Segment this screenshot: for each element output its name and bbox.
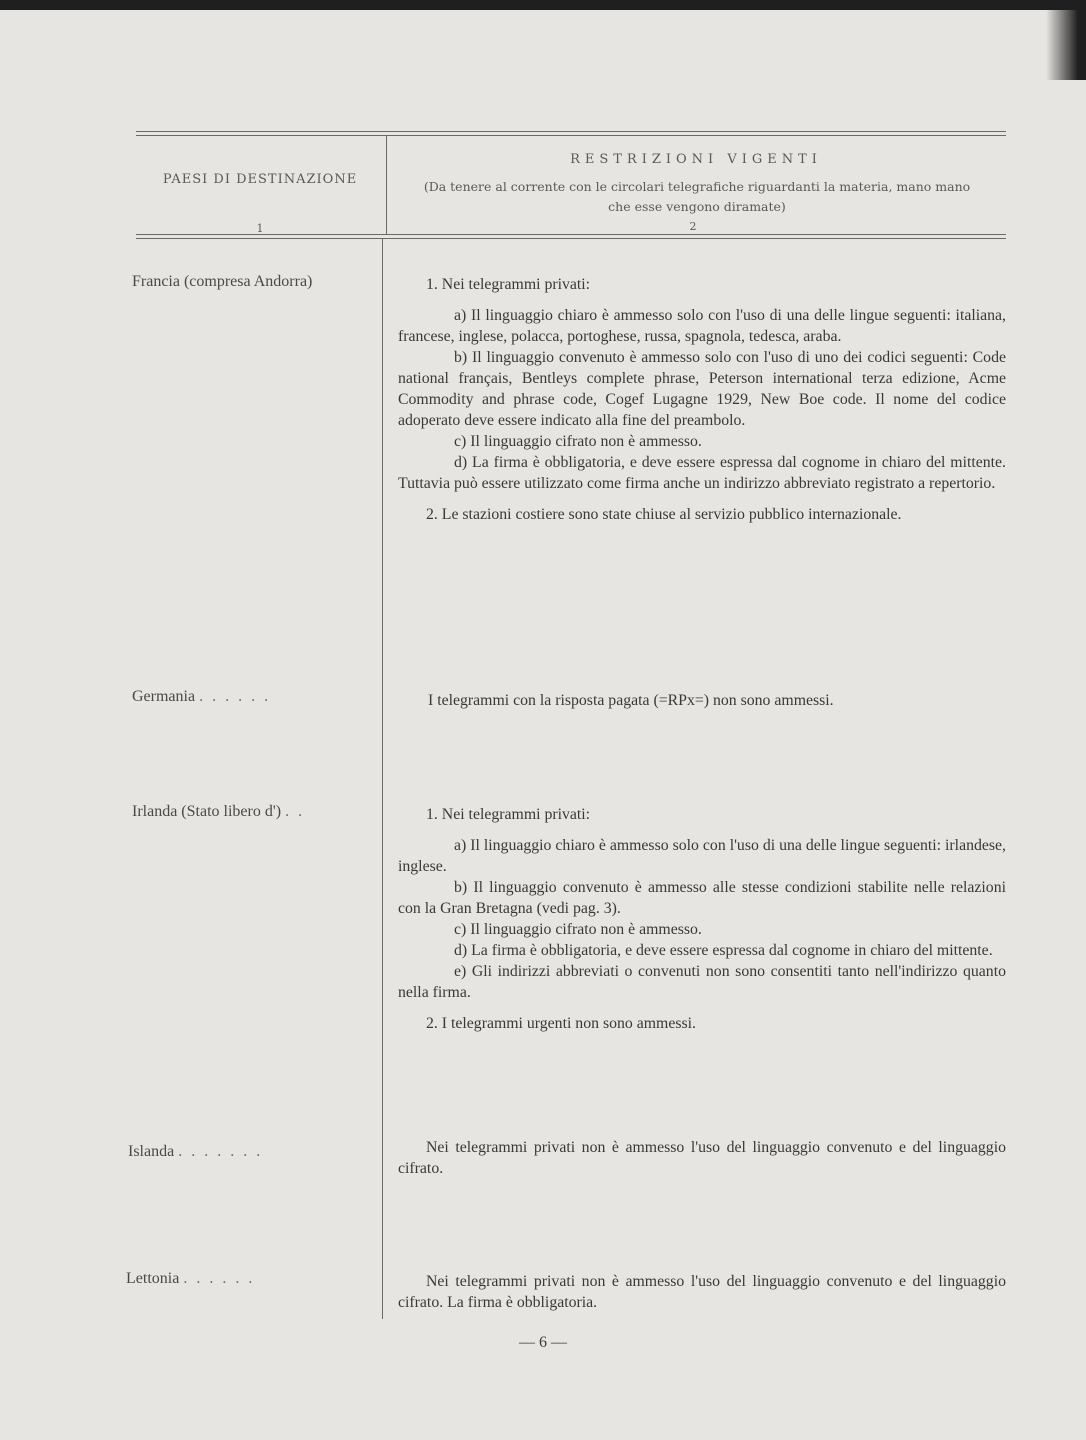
scan-corner-shadow	[1046, 10, 1086, 80]
paragraph: 1. Nei telegrammi privati:	[426, 806, 591, 823]
restrictions-lettonia	[398, 1271, 1006, 1313]
restrictions-islanda	[398, 1137, 1006, 1179]
header-bottom-rule-2	[136, 238, 1006, 239]
header-top-rule-2	[136, 135, 1006, 136]
leader-dots: ..	[285, 803, 312, 820]
column2-number: 2	[689, 220, 697, 233]
scan-top-border	[0, 0, 1086, 10]
country-name: Germania	[132, 688, 196, 705]
leader-dots: ......	[199, 688, 278, 705]
restrictions-francia	[398, 274, 1006, 525]
country-germania	[132, 688, 376, 706]
column1-number: 1	[256, 222, 264, 235]
paragraph: 2. I telegrammi urgenti non sono ammessi.	[426, 1015, 696, 1032]
paragraph: a) Il linguaggio chiaro è ammesso solo con l'uso di una delle lingue seguenti: italiana, francese, inglese, polacca, portoghese, russa, spagnola, tedesca, araba.	[398, 307, 1006, 345]
country-irlanda	[132, 803, 376, 821]
paragraph: b) Il linguaggio convenuto è ammesso alle stesse condizioni stabilite nelle relazioni con la Gran Bretagna (vedi pag. 3).	[398, 879, 1006, 917]
paragraph: Nei telegrammi privati non è ammesso l'uso del linguaggio convenuto e del linguaggio cifrato.	[398, 1139, 1006, 1177]
paragraph: d) La firma è obbligatoria, e deve essere espressa dal cognome in chiaro del mittente. Tuttavia può essere utilizzato come firma anche un indirizzo abbreviato registrato a repertorio.	[398, 454, 1006, 492]
leader-dots: .......	[178, 1143, 270, 1160]
country-islanda	[128, 1143, 372, 1161]
paragraph: a) Il linguaggio chiaro è ammesso solo con l'uso di una delle lingue seguenti: irlandese, inglese.	[398, 837, 1006, 875]
page-number	[0, 1334, 1086, 1352]
paragraph: d) La firma è obbligatoria, e deve essere espressa dal cognome in chiaro del mittente.	[454, 942, 993, 959]
country-name: Islanda	[128, 1143, 175, 1160]
restrictions-germania	[428, 690, 1006, 711]
restrictions-irlanda	[398, 804, 1006, 1034]
country-name: Francia (compresa Andorra)	[132, 273, 313, 290]
paragraph: 1. Nei telegrammi privati:	[426, 276, 591, 293]
country-name: Lettonia	[126, 1270, 180, 1287]
country-name: Irlanda (Stato libero d')	[132, 803, 282, 820]
paragraph: c) Il linguaggio cifrato non è ammesso.	[454, 921, 702, 938]
column-divider-body	[382, 239, 383, 1319]
column2-header: RESTRIZIONI VIGENTI	[570, 152, 822, 167]
paragraph: 2. Le stazioni costiere sono state chiuse al servizio pubblico internazionale.	[426, 506, 902, 523]
country-francia	[132, 273, 376, 291]
header-top-rule	[136, 131, 1006, 132]
paragraph: Nei telegrammi privati non è ammesso l'uso del linguaggio convenuto e del linguaggio cifrato. La firma è obbligatoria.	[398, 1273, 1006, 1311]
paragraph: b) Il linguaggio convenuto è ammesso solo con l'uso di uno dei codici seguenti: Code national français, Bentleys complete phrase, Peterson international terza edizione, Acme Commodity and phrase code, Cogef Lugagne 1929, New Boe code. Il nome del codice adoperato deve essere indicato alla fine del preambolo.	[398, 349, 1006, 429]
paragraph: c) Il linguaggio cifrato non è ammesso.	[454, 433, 702, 450]
country-lettonia	[126, 1270, 370, 1288]
column2-subtitle: (Da tenere al corrente con le circolari telegrafiche riguardanti la materia, mano mano che esse vengono diramate)	[423, 179, 971, 214]
column1-header: PAESI DI DESTINAZIONE	[162, 172, 358, 187]
page-number-text: — 6 —	[519, 1334, 567, 1351]
paragraph: e) Gli indirizzi abbreviati o convenuti non sono consentiti tanto nell'indirizzo quanto nella firma.	[398, 963, 1006, 1001]
paragraph: I telegrammi con la risposta pagata (=RPx=) non sono ammessi.	[428, 692, 834, 709]
leader-dots: ......	[183, 1270, 262, 1287]
